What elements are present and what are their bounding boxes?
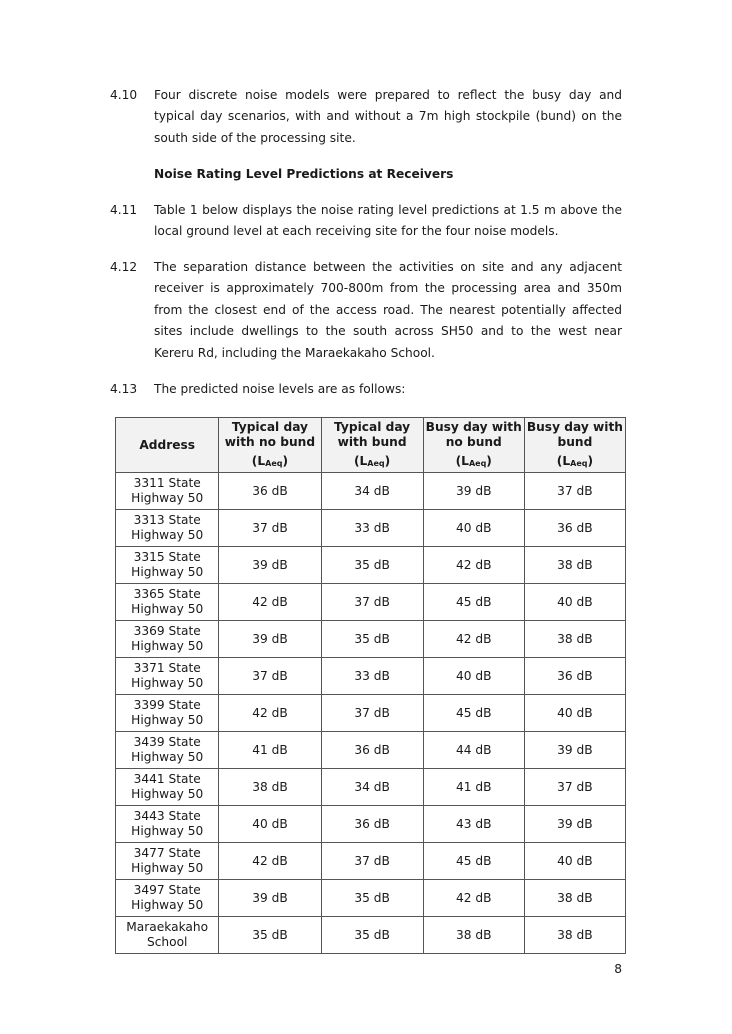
cell-noise-level: 37 dB (321, 843, 423, 880)
address-line-1: 3315 State (133, 550, 201, 564)
cell-noise-level: 40 dB (423, 658, 524, 695)
cell-noise-level: 40 dB (524, 584, 625, 621)
cell-address (116, 621, 219, 658)
header-label: Busy day with bund (526, 419, 623, 449)
cell-noise-level: 35 dB (321, 917, 423, 954)
address-line-2: Highway 50 (131, 491, 204, 505)
cell-noise-level: 37 dB (219, 510, 321, 547)
address-line-1: 3399 State (133, 698, 201, 712)
header-typical-bund (321, 418, 423, 473)
cell-noise-level: 38 dB (524, 880, 625, 917)
cell-address (116, 732, 219, 769)
cell-address (116, 769, 219, 806)
cell-noise-level: 36 dB (321, 806, 423, 843)
page-number: 8 (614, 962, 622, 976)
paragraph-number: 4.10 (110, 88, 138, 102)
unit-sub: Aeq (367, 458, 385, 468)
address-line-2: Highway 50 (131, 639, 204, 653)
cell-noise-level: 37 dB (524, 769, 625, 806)
address-line-1: 3443 State (133, 809, 201, 823)
cell-address (116, 584, 219, 621)
address-line-1: 3477 State (133, 846, 201, 860)
table-row (116, 584, 626, 621)
cell-noise-level: 42 dB (219, 843, 321, 880)
cell-noise-level: 36 dB (219, 473, 321, 510)
cell-noise-level: 41 dB (219, 732, 321, 769)
cell-noise-level: 42 dB (423, 880, 524, 917)
cell-noise-level: 42 dB (423, 621, 524, 658)
table-row (116, 917, 626, 954)
cell-noise-level: 42 dB (423, 547, 524, 584)
cell-noise-level: 40 dB (219, 806, 321, 843)
cell-noise-level: 44 dB (423, 732, 524, 769)
header-label: Typical day with no bund (224, 419, 316, 449)
header-label: Busy day with no bund (425, 419, 522, 449)
table-row (116, 658, 626, 695)
paragraph-number: 4.11 (110, 203, 138, 217)
address-line-1: 3371 State (133, 661, 201, 675)
cell-noise-level: 42 dB (219, 584, 321, 621)
cell-noise-level: 40 dB (524, 695, 625, 732)
table-row (116, 843, 626, 880)
cell-address (116, 806, 219, 843)
cell-noise-level: 45 dB (423, 584, 524, 621)
address-line-1: 3313 State (133, 513, 201, 527)
paragraph-text: Table 1 below displays the noise rating level predictions at 1.5 m above the local ground level at each receiving site for the four noise models. (154, 203, 622, 239)
unit-sub: Aeq (570, 458, 588, 468)
unit-main: L (257, 453, 266, 468)
address-line-1: 3369 State (133, 624, 201, 638)
address-line-2: School (146, 935, 188, 949)
cell-noise-level: 37 dB (524, 473, 625, 510)
cell-noise-level: 33 dB (321, 510, 423, 547)
address-line-1: 3497 State (133, 883, 201, 897)
paragraph-number: 4.12 (110, 260, 138, 274)
table-header-row (116, 418, 626, 473)
header-busy-no-bund (423, 418, 524, 473)
address-line-2: Highway 50 (131, 528, 204, 542)
cell-noise-level: 41 dB (423, 769, 524, 806)
paragraph-4-11 (110, 200, 622, 243)
cell-noise-level: 35 dB (321, 547, 423, 584)
table-row (116, 695, 626, 732)
header-typical-no-bund (219, 418, 321, 473)
unit-sub: Aeq (468, 458, 487, 468)
cell-noise-level: 38 dB (423, 917, 524, 954)
address-line-1: 3311 State (133, 476, 201, 490)
address-line-1: 3439 State (133, 735, 201, 749)
cell-noise-level: 36 dB (524, 510, 625, 547)
table-row (116, 473, 626, 510)
address-line-2: Highway 50 (131, 602, 204, 616)
cell-noise-level: 38 dB (524, 917, 625, 954)
header-label: Typical day with bund (334, 419, 411, 449)
address-line-2: Highway 50 (131, 676, 204, 690)
cell-address (116, 473, 219, 510)
address-line-1: Maraekakaho (126, 920, 209, 934)
header-address: Address (116, 418, 219, 473)
cell-address (116, 547, 219, 584)
header-unit: $(L_{Aeq})$ (556, 453, 594, 468)
paragraph-4-13 (110, 379, 622, 400)
paragraph-text: The predicted noise levels are as follows: (154, 382, 406, 396)
cell-noise-level: 35 dB (219, 917, 321, 954)
table-row (116, 806, 626, 843)
cell-address (116, 658, 219, 695)
cell-noise-level: 38 dB (524, 621, 625, 658)
cell-noise-level: 37 dB (321, 695, 423, 732)
unit-main: L (359, 453, 368, 468)
cell-address (116, 917, 219, 954)
cell-noise-level: 40 dB (423, 510, 524, 547)
table-row (116, 880, 626, 917)
paragraph-text: Four discrete noise models were prepared to reflect the busy day and typical day scenarios, with and without a 7m high stockpile (bund) on the south side of the processing site. (154, 88, 622, 145)
cell-noise-level: 40 dB (524, 843, 625, 880)
cell-noise-level: 37 dB (219, 658, 321, 695)
cell-noise-level: 37 dB (321, 584, 423, 621)
cell-noise-level: 39 dB (524, 806, 625, 843)
address-line-1: 3441 State (133, 772, 201, 786)
header-unit: $(L_{Aeq})$ (455, 453, 492, 468)
header-unit: $(L_{Aeq})$ (353, 453, 391, 468)
cell-noise-level: 39 dB (524, 732, 625, 769)
table-row (116, 732, 626, 769)
table-row (116, 510, 626, 547)
cell-address (116, 695, 219, 732)
cell-noise-level: 42 dB (219, 695, 321, 732)
unit-sub: Aeq (265, 458, 283, 468)
table-row (116, 769, 626, 806)
cell-noise-level: 43 dB (423, 806, 524, 843)
cell-noise-level: 45 dB (423, 843, 524, 880)
address-line-2: Highway 50 (131, 898, 204, 912)
header-busy-bund (524, 418, 625, 473)
cell-noise-level: 39 dB (423, 473, 524, 510)
table-row (116, 547, 626, 584)
cell-noise-level: 39 dB (219, 621, 321, 658)
cell-noise-level: 38 dB (219, 769, 321, 806)
noise-level-table (115, 417, 626, 954)
address-line-1: 3365 State (133, 587, 201, 601)
cell-noise-level: 38 dB (524, 547, 625, 584)
unit-main: L (461, 453, 469, 468)
unit-main: L (562, 453, 571, 468)
cell-noise-level: 34 dB (321, 473, 423, 510)
cell-noise-level: 45 dB (423, 695, 524, 732)
address-line-2: Highway 50 (131, 861, 204, 875)
cell-address (116, 880, 219, 917)
cell-noise-level: 35 dB (321, 621, 423, 658)
address-line-2: Highway 50 (131, 787, 204, 801)
paragraph-4-12 (110, 257, 622, 364)
address-line-2: Highway 50 (131, 565, 204, 579)
address-line-2: Highway 50 (131, 824, 204, 838)
cell-noise-level: 39 dB (219, 880, 321, 917)
cell-address (116, 843, 219, 880)
address-line-2: Highway 50 (131, 713, 204, 727)
header-unit: $(L_{Aeq})$ (251, 453, 289, 468)
address-line-2: Highway 50 (131, 750, 204, 764)
cell-noise-level: 36 dB (524, 658, 625, 695)
cell-noise-level: 34 dB (321, 769, 423, 806)
paragraph-text: The separation distance between the activities on site and any adjacent receiver is approximately 700-800m from the processing area and 350m from the closest end of the access road. The nearest potentially affected sites include dwellings to the south across SH50 and to the west near Kereru Rd, including the Maraekakaho School. (154, 260, 622, 360)
cell-noise-level: 33 dB (321, 658, 423, 695)
cell-noise-level: 36 dB (321, 732, 423, 769)
table-row (116, 621, 626, 658)
cell-address (116, 510, 219, 547)
section-heading: Noise Rating Level Predictions at Receivers (154, 167, 454, 181)
cell-noise-level: 39 dB (219, 547, 321, 584)
paragraph-4-10 (110, 85, 622, 149)
paragraph-number: 4.13 (110, 382, 138, 396)
cell-noise-level: 35 dB (321, 880, 423, 917)
